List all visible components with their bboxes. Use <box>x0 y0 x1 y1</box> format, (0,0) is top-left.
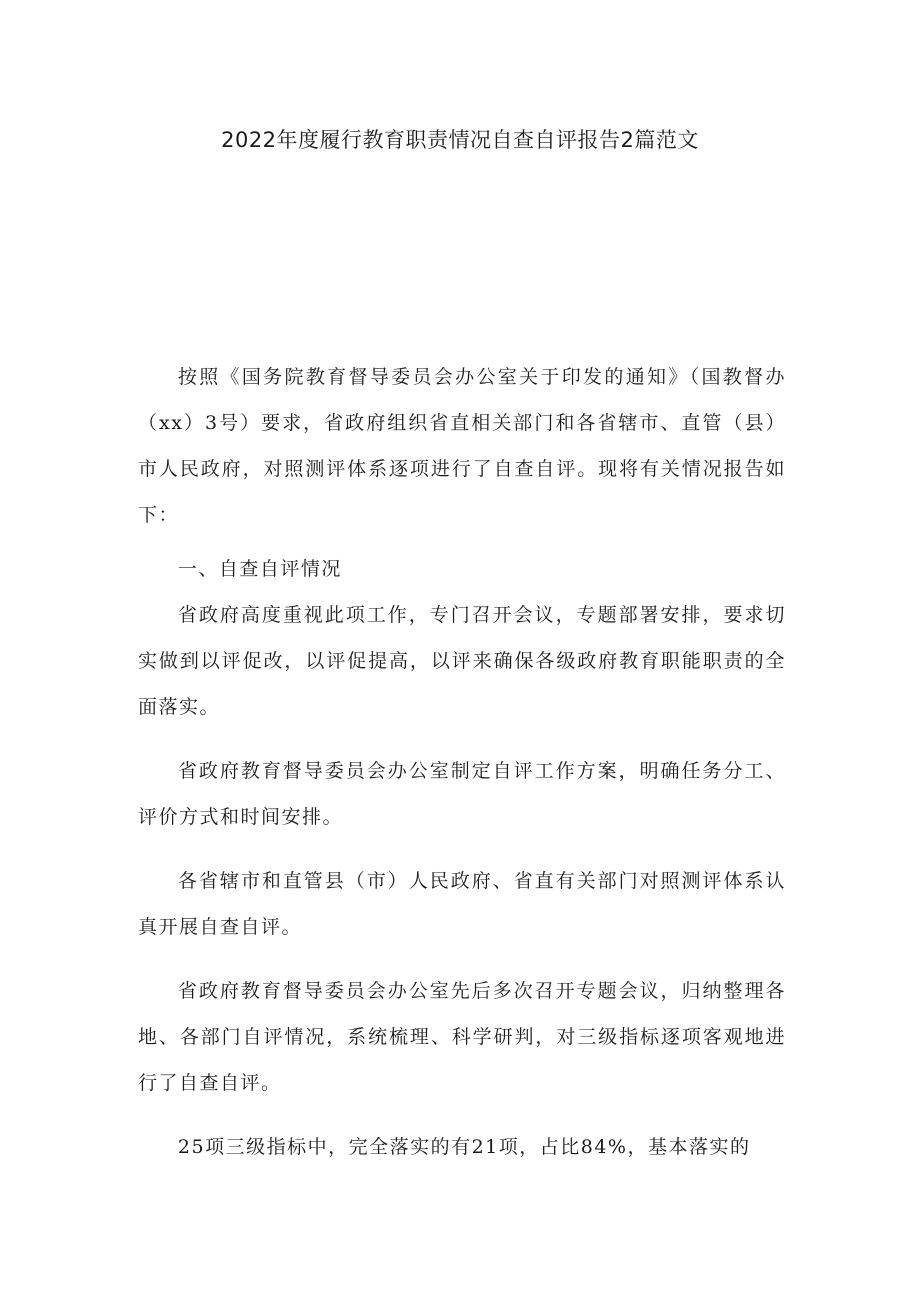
document-body <box>138 354 786 1170</box>
section-heading-1: 一、自查自评情况 <box>177 558 342 580</box>
paragraph-5: 25项三级指标中，完全落实的有21项，占比84%，基本落实的 <box>177 1136 751 1158</box>
paragraph-4: 省政府教育督导委员会办公室先后多次召开专题会议，归纳整理各地、各部门自评情况，系统梳理、科学研判，对三级指标逐项客观地进行了自查自评。 <box>138 980 786 1094</box>
paragraph-3: 各省辖市和直管县（市）人民政府、省直有关部门对照测评体系认真开展自查自评。 <box>138 870 786 938</box>
paragraph-1: 省政府高度重视此项工作，专门召开会议，专题部署安排，要求切实做到以评促改，以评促提高，以评来确保各级政府教育职能职责的全面落实。 <box>138 604 786 718</box>
paragraph-2: 省政府教育督导委员会办公室制定自评工作方案，明确任务分工、评价方式和时间安排。 <box>138 760 786 828</box>
document-title: 2022年度履行教育职责情况自查自评报告2篇范文 <box>221 128 699 152</box>
paragraph-intro: 按照《国务院教育督导委员会办公室关于印发的通知》（国教督办（xx）3号）要求，省政府组织省直相关部门和各省辖市、直管（县）市人民政府，对照测评体系逐项进行了自查自评。现将有关情况报告如下： <box>138 366 786 526</box>
